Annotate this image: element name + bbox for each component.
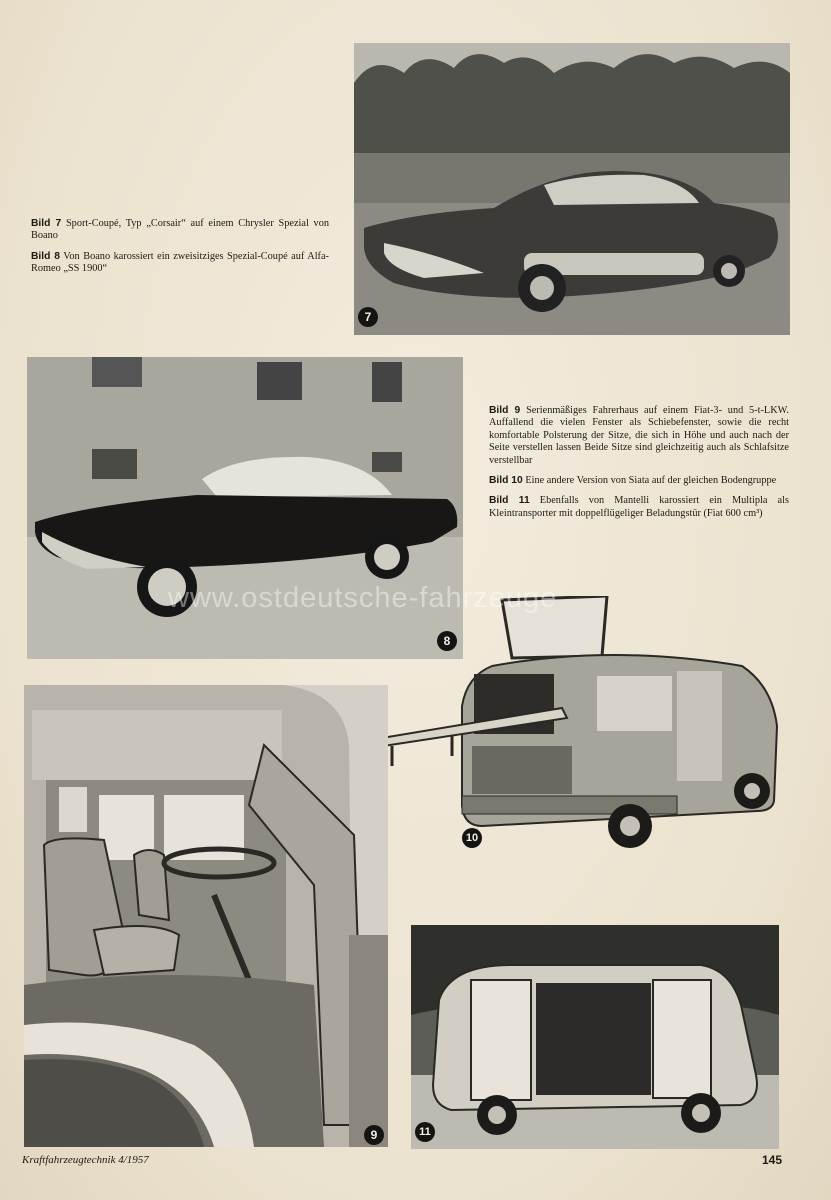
photo-number-badge: 10: [462, 828, 482, 848]
caption-text: Ebenfalls von Mantelli karossiert ein Multipla als Kleintransporter mit doppelflügeliger Beladungstür (Fiat 600 cm³): [489, 495, 789, 519]
photo-multipla-transporter: [411, 925, 779, 1149]
footer-page-number: 145: [762, 1153, 783, 1167]
photo-number-badge: 7: [358, 307, 378, 327]
photo-number-badge: 8: [437, 631, 457, 651]
photo-siata-ambulance-van: [362, 596, 782, 854]
caption-label: Bild 8: [31, 250, 60, 262]
footer-journal-title: Kraftfahrzeugtechnik 4/1957: [22, 1154, 149, 1166]
watermark-text: www.ostdeutsche-fahrzeuge: [168, 582, 558, 614]
caption-block-7-8: [31, 218, 329, 284]
caption-text: Sport-Coupé, Typ „Corsair“ auf einem Chrysler Spezial von Boano: [31, 218, 329, 242]
photo-fiat-truck-cab: [24, 685, 388, 1147]
caption-label: Bild 11: [489, 495, 530, 507]
caption-block-9-11: [489, 405, 789, 528]
caption-text: Serienmäßiges Fahrerhaus auf einem Fiat-3- und 5-t-LKW. Auffallend die vielen Fenster als Schiebefenster, sowie die recht komfortable Polsterung der Sitze, die sich in Höhe und auch nach der Seite verstellen lassen Beide Sitze sind gleichzeitig auch als Schlafsitze verstellbar: [489, 405, 789, 466]
photo-number-badge: 9: [364, 1125, 384, 1145]
caption-text: Eine andere Version von Siata auf der gleichen Bodengruppe: [525, 475, 777, 487]
caption-label: Bild 7: [31, 218, 62, 229]
photo-corsair-coupe: [354, 43, 790, 335]
caption-text: Von Boano karossiert ein zweisitziges Spezial-Coupé auf Alfa-Romeo „SS 1900“: [31, 250, 329, 275]
caption-label: Bild 9: [489, 405, 521, 416]
photo-number-badge: 11: [415, 1122, 435, 1142]
caption-label: Bild 10: [489, 475, 523, 487]
